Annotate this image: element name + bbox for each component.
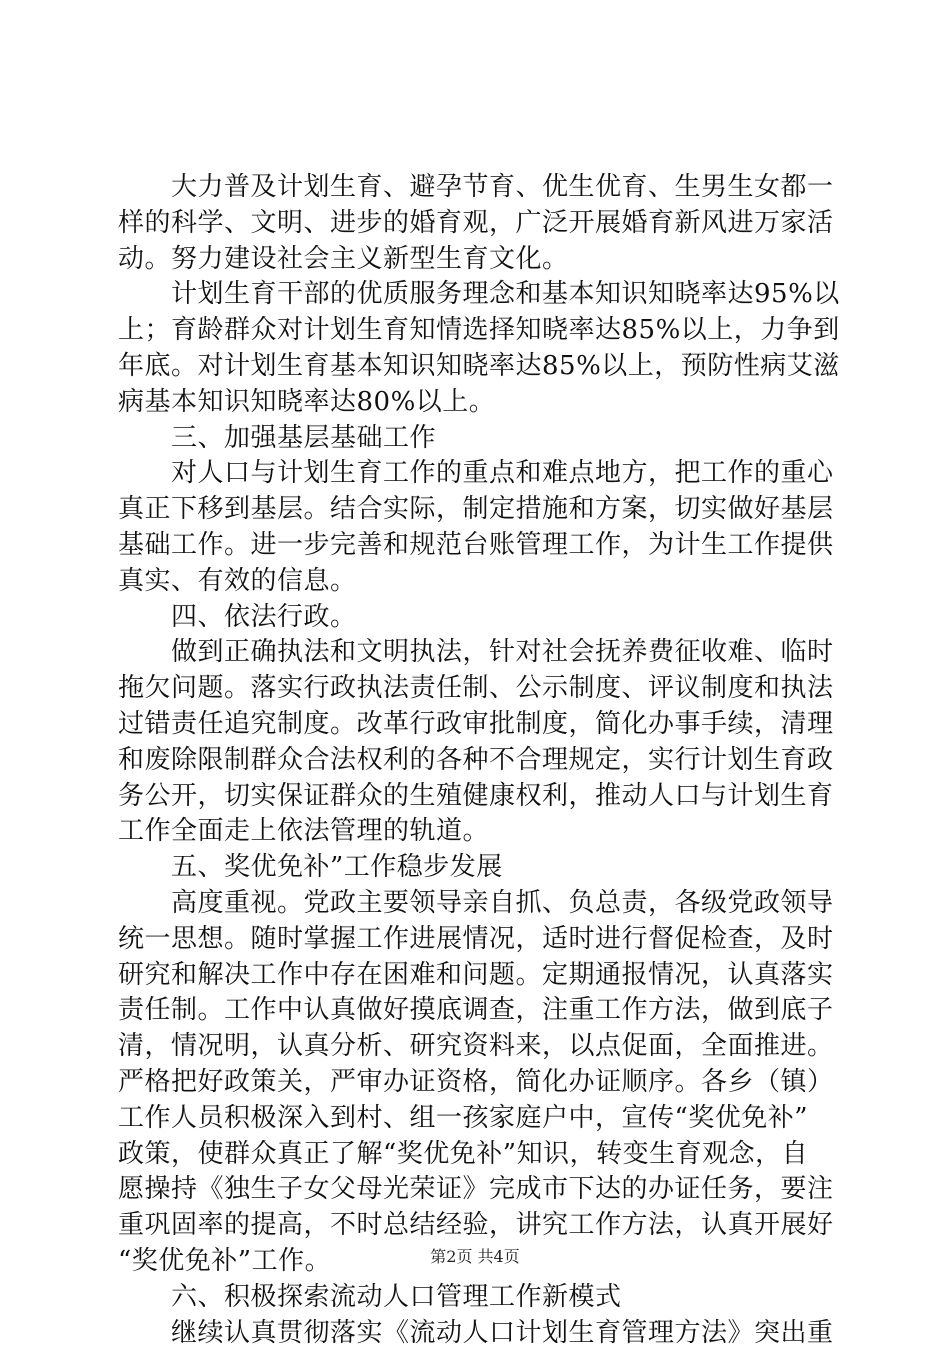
text-line: 真正下移到基层。结合实际，制定措施和方案，切实做好基层 (118, 492, 838, 528)
text-line: 上；育龄群众对计划生育知情选择知晓率达85%以上，力争到 (118, 313, 838, 349)
text-line: 病基本知识知晓率达80%以上。 (118, 385, 838, 421)
text-line: 责任制。工作中认真做好摸底调查，注重工作方法，做到底子 (118, 993, 838, 1029)
text-line: 继续认真贯彻落实《流动人口计划生育管理方法》突出重 (118, 1316, 838, 1351)
text-line: 和废除限制群众合法权利的各种不合理规定，实行计划生育政 (118, 743, 838, 779)
text-line: 高度重视。党政主要领导亲自抓、负总责，各级党政领导 (118, 886, 838, 922)
text-line: 清，情况明，认真分析、研究资料来，以点促面，全面推进。 (118, 1029, 838, 1065)
text-line: 四、依法行政。 (118, 600, 838, 636)
text-line: 五、奖优免补”工作稳步发展 (118, 850, 838, 886)
text-line: 样的科学、文明、进步的婚育观，广泛开展婚育新风进万家活 (118, 206, 838, 242)
text-line: 做到正确执法和文明执法，针对社会抚养费征收难、临时 (118, 635, 838, 671)
text-line: 愿操持《独生子女父母光荣证》完成市下达的办证任务，要注 (118, 1172, 838, 1208)
text-line: 对人口与计划生育工作的重点和难点地方，把工作的重心 (118, 456, 838, 492)
text-line: 计划生育干部的优质服务理念和基本知识知晓率达95%以 (118, 277, 838, 313)
text-line: 政策，使群众真正了解“奖优免补”知识，转变生育观念，自 (118, 1137, 838, 1173)
text-line: 研究和解决工作中存在困难和问题。定期通报情况，认真落实 (118, 958, 838, 994)
text-line: 工作人员积极深入到村、组一孩家庭户中，宣传“奖优免补” (118, 1101, 838, 1137)
text-line: 重巩固率的提高，不时总结经验，讲究工作方法，认真开展好 (118, 1208, 838, 1244)
text-line: 严格把好政策关，严审办证资格，简化办证顺序。各乡（镇） (118, 1065, 838, 1101)
document-body (118, 170, 838, 1351)
text-line: 务公开，切实保证群众的生殖健康权利，推动人口与计划生育 (118, 779, 838, 815)
text-line: 过错责任追究制度。改革行政审批制度，简化办事手续，清理 (118, 707, 838, 743)
text-line: 三、加强基层基础工作 (118, 421, 838, 457)
text-line: 年底。对计划生育基本知识知晓率达85%以上，预防性病艾滋 (118, 349, 838, 385)
text-line: “奖优免补”工作。 (118, 1244, 838, 1280)
text-line: 基础工作。进一步完善和规范台账管理工作，为计生工作提供 (118, 528, 838, 564)
text-line: 六、积极探索流动人口管理工作新模式 (118, 1280, 838, 1316)
text-line: 拖欠问题。落实行政执法责任制、公示制度、评议制度和执法 (118, 671, 838, 707)
text-line: 大力普及计划生育、避孕节育、优生优育、生男生女都一 (118, 170, 838, 206)
text-line: 工作全面走上依法管理的轨道。 (118, 814, 838, 850)
text-line: 动。努力建设社会主义新型生育文化。 (118, 242, 838, 278)
page-footer: 第2页 共4页 (0, 1244, 950, 1267)
text-line: 统一思想。随时掌握工作进展情况，适时进行督促检查，及时 (118, 922, 838, 958)
text-line: 真实、有效的信息。 (118, 564, 838, 600)
